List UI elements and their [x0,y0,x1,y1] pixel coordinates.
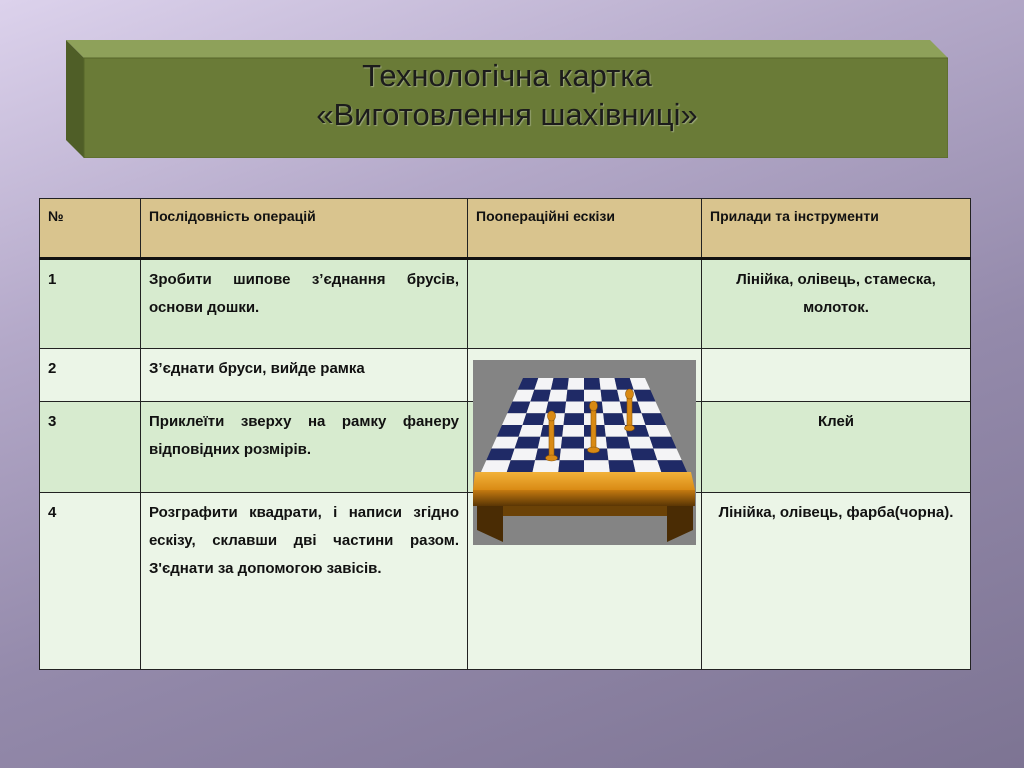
board-square [497,425,523,437]
board-square [566,390,584,402]
row-tools [702,349,971,402]
board-square [560,449,584,461]
board-square [502,413,526,425]
board-square [601,390,620,402]
header-operations: Послідовність операцій [141,199,468,259]
row-number: 4 [40,493,141,670]
row-operation: З’єднати бруси, вийде рамка [141,349,468,402]
board-square [638,402,661,414]
title-banner [66,40,948,158]
header-tools: Прилади та інструменти [702,199,971,259]
board-square [657,460,687,472]
row-operation: Зробити шипове з’єднання брусів, основи дошки. [141,259,468,349]
chessboard-icon [473,360,696,545]
board-square [605,425,628,437]
row-operation: Приклеїти зверху на рамку фанеру відповідних розмірів. [141,402,468,493]
board-square [507,402,530,414]
board-square [608,460,635,472]
title-line-1: Технологічна картка [362,58,652,93]
board-square [546,402,567,414]
title-line-2: «Виготовлення шахівниці» [316,97,698,132]
board-square [564,413,585,425]
board-square [584,390,602,402]
row-number: 1 [40,259,141,349]
row-tools: Лінійка, олівець, фарба(чорна). [702,493,971,670]
board-square [642,413,666,425]
header-number: № [40,199,141,259]
board-square [649,437,676,449]
row-tools: Лінійка, олівець, стамеска, молоток. [702,259,971,349]
chessboard-illustration [473,360,696,545]
board-square [558,460,584,472]
board-square [515,437,541,449]
board-square [630,449,657,461]
board-square [622,413,645,425]
board-square [646,425,672,437]
board-square [486,449,514,461]
row-tools: Клей [702,402,971,493]
table-row [40,259,971,349]
row-sketch-cell [468,259,702,349]
board-square [511,449,538,461]
board-square [603,413,625,425]
board-square [628,437,654,449]
board-square [533,460,560,472]
row-number: 2 [40,349,141,402]
board-square [607,449,633,461]
board-square [519,425,543,437]
table-header-row [40,199,971,259]
board-square [567,378,584,390]
board-square [507,460,535,472]
board-square [523,413,546,425]
board-square [551,378,569,390]
board-square [602,402,623,414]
page-title [66,40,948,158]
board-square [606,437,631,449]
board-square [633,460,661,472]
board-square [481,460,511,472]
board-square [548,390,567,402]
row-number: 3 [40,402,141,493]
board-square [584,460,610,472]
board-square [565,402,584,414]
board-square [562,425,584,437]
board-square [584,378,601,390]
row-operation: Розграфити квадрати, і написи згідно ескізу, склавши дві частини разом. З'єднати за допомогою завісів. [141,493,468,670]
board-square [599,378,617,390]
board-square [561,437,584,449]
header-sketches: Поопераційні ескізи [468,199,702,259]
board-square [492,437,519,449]
board-square [653,449,681,461]
